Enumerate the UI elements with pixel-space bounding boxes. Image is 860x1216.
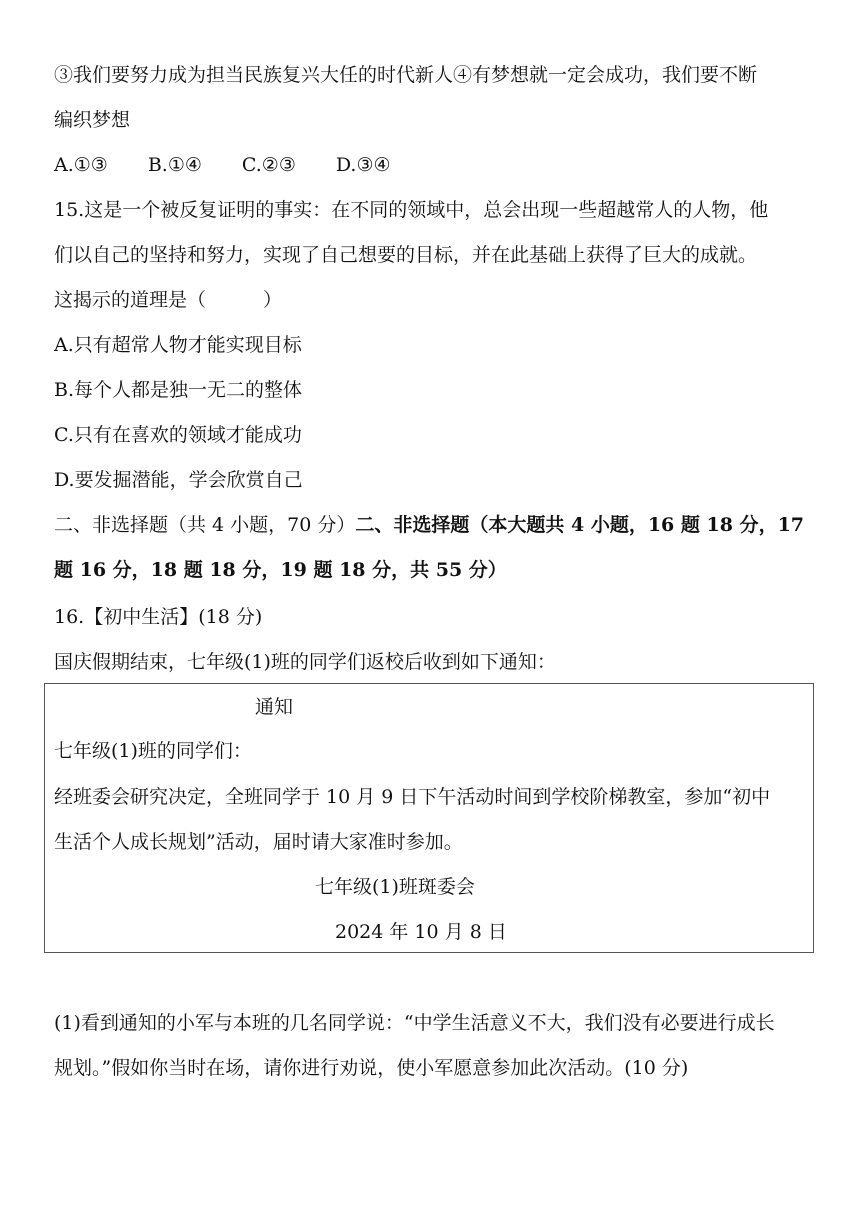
q14-option-a[interactable]: A.①③ xyxy=(54,154,108,176)
notice-body-line2: 生活个人成长规划”活动，届时请大家准时参加。 xyxy=(54,831,463,853)
q15-option-d[interactable]: D.要发掘潜能，学会欣赏自己 xyxy=(54,469,303,491)
q14-option-c[interactable]: C.②③ xyxy=(241,154,296,176)
q15-stem-line3: 这揭示的道理是（ ） xyxy=(54,289,283,311)
q16-title: 16.【初中生活】(18 分) xyxy=(54,606,263,628)
notice-signature: 七年级(1)班斑委会 xyxy=(315,876,475,898)
q14-statement-line2: 编织梦想 xyxy=(54,109,131,131)
section-2-bold-heading: 二、非选择题（本大题共 4 小题，16 题 18 分，17 xyxy=(355,514,805,536)
q14-option-b[interactable]: B.①④ xyxy=(147,154,202,176)
q15-option-a[interactable]: A.只有超常人物才能实现目标 xyxy=(54,334,302,356)
q14-option-d[interactable]: D.③④ xyxy=(335,154,391,176)
notice-date: 2024 年 10 月 8 日 xyxy=(335,921,507,943)
q16-intro: 国庆假期结束，七年级(1)班的同学们返校后收到如下通知： xyxy=(54,651,556,673)
q14-options xyxy=(54,151,431,179)
notice-heading: 通知 xyxy=(255,696,294,718)
section-2-plain-heading: 二、非选择题（共 4 小题，70 分） xyxy=(54,514,356,536)
notice-box xyxy=(44,683,814,953)
q15-stem-line1: 15.这是一个被反复证明的事实：在不同的领域中，总会出现一些超越常人的人物，他 xyxy=(54,199,769,221)
q16-sub1-line1: (1)看到通知的小军与本班的几名同学说：“中学生活意义不大，我们没有必要进行成长 xyxy=(54,1012,775,1034)
q14-statement-line1: ③我们要努力成为担当民族复兴大任的时代新人④有梦想就一定会成功，我们要不断 xyxy=(54,64,758,86)
section-2-bold-heading-line2: 题 16 分，18 题 18 分，19 题 18 分，共 55 分） xyxy=(54,559,507,581)
q15-option-b[interactable]: B.每个人都是独一无二的整体 xyxy=(54,379,303,401)
q15-option-c[interactable]: C.只有在喜欢的领域才能成功 xyxy=(54,424,302,446)
q15-stem-line2: 们以自己的坚持和努力，实现了自己想要的目标，并在此基础上获得了巨大的成就。 xyxy=(54,244,758,266)
notice-salutation: 七年级(1)班的同学们： xyxy=(54,740,252,762)
q16-sub1-line2: 规划。”假如你当时在场，请你进行劝说，使小军愿意参加此次活动。(10 分) xyxy=(54,1057,689,1079)
notice-body-line1: 经班委会研究决定，全班同学于 10 月 9 日下午活动时间到学校阶梯教室，参加“初中 xyxy=(54,786,771,808)
